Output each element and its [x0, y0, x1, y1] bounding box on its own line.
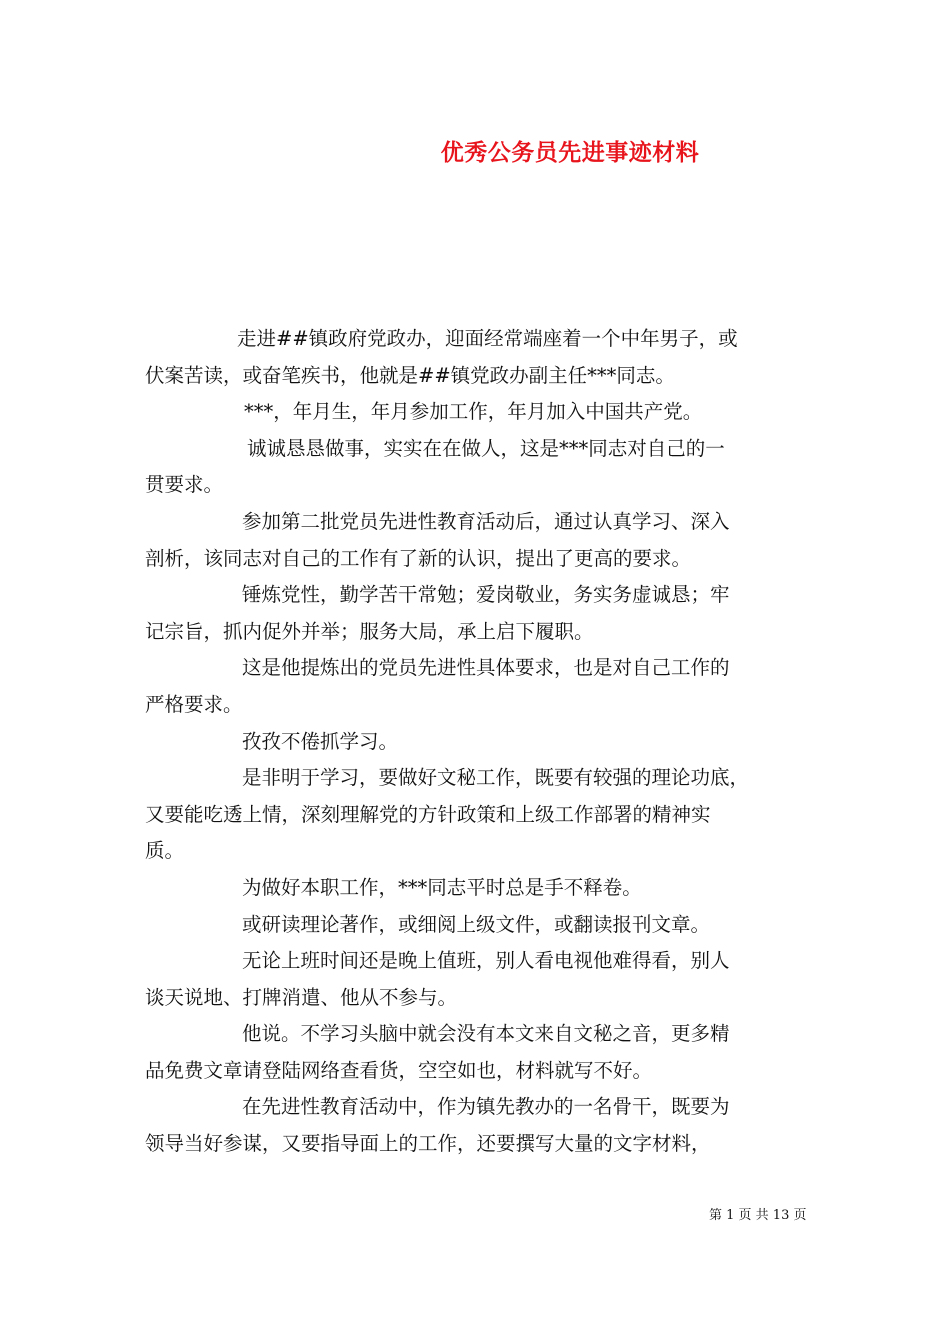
page-number: 第 1 页 共 13 页: [709, 1208, 807, 1223]
document-body: [145, 321, 810, 1163]
body-line: 又要能吃透上情，深刻理解党的方针政策和上级工作部署的精神实: [145, 802, 711, 826]
body-line: 他说。不学习头脑中就会没有本文来自文秘之音，更多精: [242, 1022, 730, 1046]
body-line: 参加第二批党员先进性教育活动后，通过认真学习、深入: [242, 509, 730, 533]
body-line: 锤炼党性，勤学苦干常勉；爱岗敬业，务实务虚诚恳；牢: [242, 583, 730, 607]
body-line: 无论上班时间还是晚上值班，别人看电视他难得看，别人: [242, 949, 730, 973]
body-line: ***，年月生，年月参加工作，年月加入中国共产党。: [244, 400, 703, 424]
body-line: 伏案苦读，或奋笔疾书，他就是##镇党政办副主任***同志。: [145, 363, 675, 387]
body-line: 质。: [145, 839, 185, 863]
body-line: 记宗旨，抓内促外并举；服务大局，承上启下履职。: [145, 619, 594, 643]
body-line: 品免费文章请登陆网络查看货，空空如也，材料就写不好。: [145, 1058, 653, 1082]
body-line: 或研读理论著作，或细阅上级文件，或翻读报刊文章。: [242, 912, 711, 936]
body-line: 走进##镇政府党政办，迎面经常端座着一个中年男子，或: [237, 327, 738, 350]
body-line: 严格要求。: [145, 692, 243, 716]
body-line: 剖析，该同志对自己的工作有了新的认识，提出了更高的要求。: [145, 546, 692, 570]
body-line: 是非明于学习，要做好文秘工作，既要有较强的理论功底，: [242, 766, 750, 790]
document-title: 优秀公务员先进事迹材料: [440, 139, 700, 166]
body-line: 诚诚恳恳做事，实实在在做人，这是***同志对自己的一: [247, 436, 725, 460]
body-line: 领导当好参谋，又要指导面上的工作，还要撰写大量的文字材料，: [145, 1132, 711, 1156]
body-line: 谈天说地、打牌消遣、他从不参与。: [145, 985, 458, 1009]
body-line: 为做好本职工作，***同志平时总是手不释卷。: [242, 875, 642, 899]
body-line: 这是他提炼出的党员先进性具体要求，也是对自己工作的: [242, 656, 730, 680]
body-line: 贯要求。: [145, 473, 224, 497]
body-line: 在先进性教育活动中，作为镇先教办的一名骨干，既要为: [242, 1095, 730, 1119]
body-line: 孜孜不倦抓学习。: [242, 729, 399, 753]
